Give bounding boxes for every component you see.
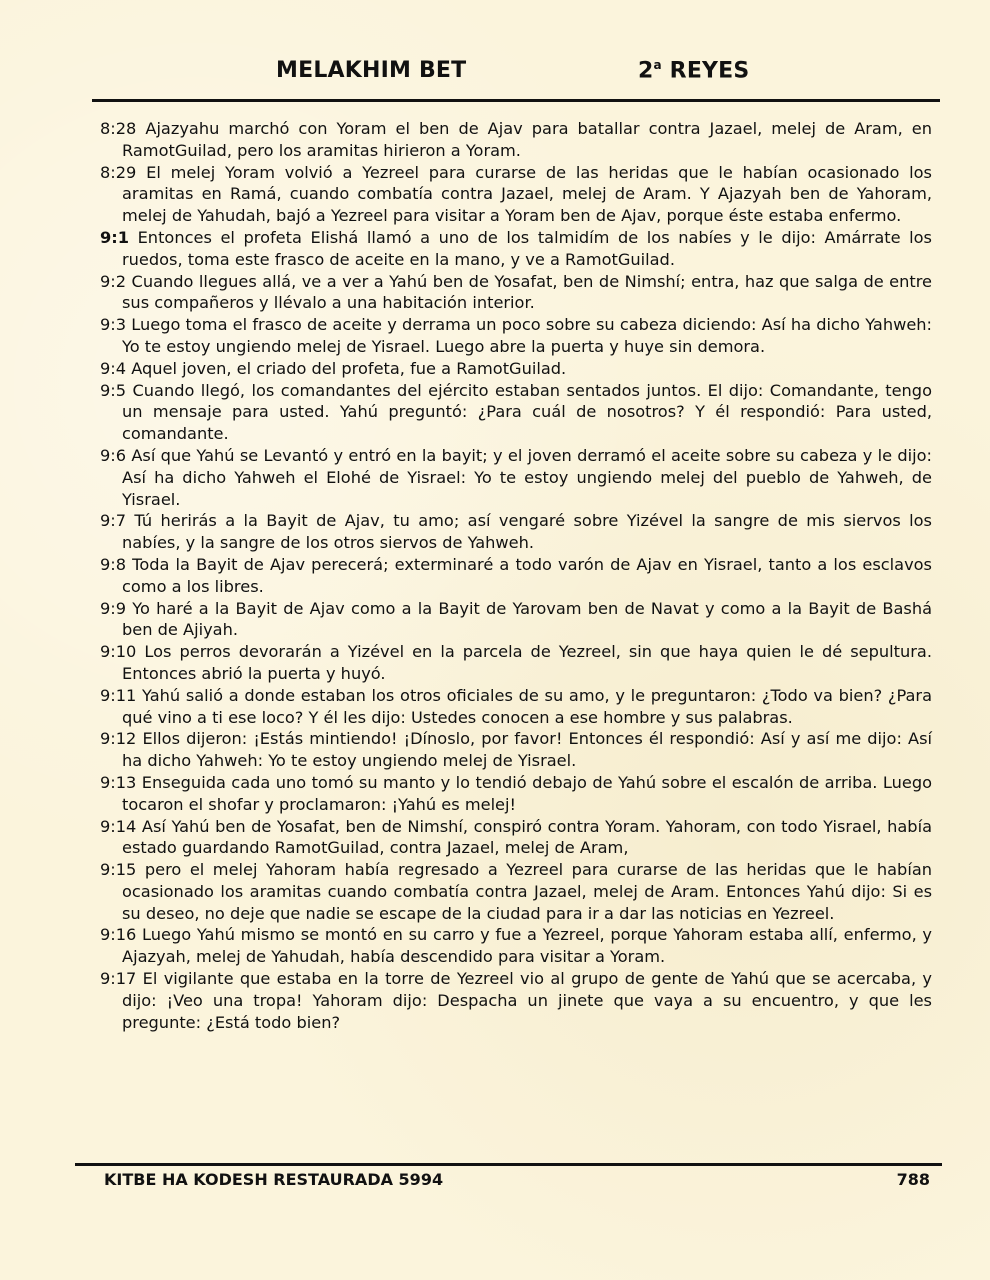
verse-reference: 9:13	[100, 772, 137, 792]
verse	[100, 227, 932, 271]
verse-reference: 9:7	[100, 511, 127, 531]
verse-reference: 9:16	[100, 925, 137, 945]
verse-reference: 9:5	[100, 380, 127, 400]
verse-text: Yahú salió a donde estaban los otros oficiales de su amo, y le preguntaron: ¿Todo va bien? ¿Para qué vino a ti ese loco? Y él les dijo: Ustedes conocen a ese hombre y sus palabras.	[122, 685, 932, 727]
verse-text: Aquel joven, el criado del profeta, fue a RamotGuilad.	[126, 358, 567, 378]
verse	[100, 118, 932, 162]
page-header	[92, 58, 940, 92]
footer-divider	[75, 1163, 942, 1166]
page-footer	[104, 1170, 930, 1194]
verse-list	[100, 118, 932, 1033]
verse	[100, 924, 932, 968]
verse-reference: 8:28	[100, 119, 137, 138]
verse-reference: 9:10	[100, 642, 137, 662]
verse-text: pero el melej Yahoram había regresado a Yezreel para curarse de las heridas que le habían ocasionado los aramitas cuando combatía contra Jazael, melej de Aram. Entonces Yahú dijo: Si es su deseo, no deje que nadie se escape de la ciudad para ir a dar las noticias en Yezreel.	[122, 860, 932, 923]
verse	[100, 685, 932, 729]
verse-text: Así Yahú ben de Yosafat, ben de Nimshí, conspiró contra Yoram. Yahoram, con todo Yisrael, había estado guardando RamotGuilad, contra Jazael, melej de Aram,	[122, 816, 932, 858]
verse-reference: 9:1	[100, 227, 129, 247]
verse	[100, 598, 932, 642]
verse-text: Entonces el profeta Elishá llamó a uno de los talmidím de los nabíes y le dijo: Amárrate los ruedos, toma este frasco de aceite en la mano, y ve a RamotGuilad.	[122, 227, 932, 269]
verse	[100, 510, 932, 554]
book-title: MELAKHIM BET	[276, 58, 467, 83]
verse	[100, 162, 932, 227]
verse-text: Yo haré a la Bayit de Ajav como a la Bayit de Yarovam ben de Navat y como a la Bayit de Bashá ben de Ajiyah.	[122, 598, 932, 640]
verse-text: Así que Yahú se Levantó y entró en la bayit; y el joven derramó el aceite sobre su cabeza y le dijo: Así ha dicho Yahweh el Elohé de Yisrael: Yo te estoy ungiendo melej del pueblo de Yahweh, de Yisrael.	[122, 445, 932, 509]
verse-text: El vigilante que estaba en la torre de Yezreel vio al grupo de gente de Yahú que se acercaba, y dijo: ¡Veo una tropa! Yahoram dijo: Despacha un jinete que vaya a su encuentro, y que les pregunte: ¿Está todo bien?	[122, 969, 932, 1032]
verse-text: Ajazyahu marchó con Yoram el ben de Ajav para batallar contra Jazael, melej de Aram, en RamotGuilad, pero los aramitas hirieron a Yoram.	[122, 119, 932, 160]
verse-reference: 9:3	[100, 315, 127, 335]
header-divider	[92, 99, 940, 102]
verse	[100, 728, 932, 772]
verse	[100, 968, 932, 1033]
verse-reference: 9:15	[100, 860, 137, 880]
verse-reference: 9:12	[100, 729, 137, 749]
verse-reference: 9:8	[100, 554, 127, 574]
verse	[100, 314, 932, 358]
verse-reference: 9:14	[100, 816, 137, 836]
page-number: 788	[896, 1170, 930, 1189]
verse	[100, 271, 932, 315]
book-name-text: REYES	[661, 58, 750, 84]
verse	[100, 816, 932, 860]
publication-title: KITBE HA KODESH RESTAURADA 5994	[104, 1170, 444, 1189]
verse-text: Los perros devorarán a Yizével en la parcela de Yezreel, sin que haya quien le dé sepultura. Entonces abrió la puerta y huyó.	[122, 642, 932, 683]
verse-text: Cuando llegues allá, ve a ver a Yahú ben de Yosafat, ben de Nimshí; entra, haz que salga de entre sus compañeros y llévalo a una habitación interior.	[122, 271, 932, 313]
verse-reference: 9:9	[100, 598, 127, 618]
verse-reference: 9:6	[100, 445, 127, 465]
verse-text: Luego toma el frasco de aceite y derrama un poco sobre su cabeza diciendo: Así ha dicho Yahweh: Yo te estoy ungiendo melej de Yisrael. Luego abre la puerta y huye sin demora.	[122, 315, 932, 356]
verse	[100, 358, 932, 380]
verse	[100, 554, 932, 598]
verse-text: Luego Yahú mismo se montó en su carro y fue a Yezreel, porque Yahoram estaba allí, enfermo, y Ajazyah, melej de Yahudah, había descendido para visitar a Yoram.	[122, 925, 932, 967]
verse-text: El melej Yoram volvió a Yezreel para curarse de las heridas que le habían ocasionado los aramitas en Ramá, cuando combatía contra Jazael, melej de Aram. Y Ajazyah ben de Yahoram, melej de Yahudah, bajó a Yezreel para visitar a Yoram ben de Ajav, porque éste estaba enfermo.	[122, 162, 932, 226]
verse	[100, 380, 932, 445]
verse-text: Enseguida cada uno tomó su manto y lo tendió debajo de Yahú sobre el escalón de arriba. Luego tocaron el shofar y proclamaron: ¡Yahú es melej!	[122, 772, 932, 814]
verse-text: Toda la Bayit de Ajav perecerá; exterminaré a todo varón de Ajav en Yisrael, tanto a los esclavos como a los libres.	[122, 554, 932, 596]
verse-text: Cuando llegó, los comandantes del ejército estaban sentados juntos. El dijo: Comandante, tengo un mensaje para usted. Yahú preguntó: ¿Para cuál de nosotros? Y él respondió: Para usted, comandante.	[122, 380, 932, 444]
verse-reference: 8:29	[100, 162, 137, 182]
verse-reference: 9:17	[100, 969, 137, 989]
verse-text: Ellos dijeron: ¡Estás mintiendo! ¡Dínoslo, por favor! Entonces él respondió: Así y así me dijo: Así ha dicho Yahweh: Yo te estoy ungiendo melej de Yisrael.	[122, 729, 932, 771]
book-name	[638, 58, 749, 83]
book-number: 2	[638, 58, 654, 84]
verse	[100, 445, 932, 510]
verse	[100, 772, 932, 816]
verse-reference: 9:2	[100, 271, 127, 291]
verse-text: Tú herirás a la Bayit de Ajav, tu amo; así vengaré sobre Yizével la sangre de mis siervos los nabíes, y la sangre de los otros siervos de Yahweh.	[122, 511, 932, 553]
verse	[100, 859, 932, 924]
verse-reference: 9:11	[100, 685, 137, 705]
book-number-superscript: a	[653, 58, 662, 72]
verse	[100, 641, 932, 685]
verse-reference: 9:4	[100, 358, 127, 378]
